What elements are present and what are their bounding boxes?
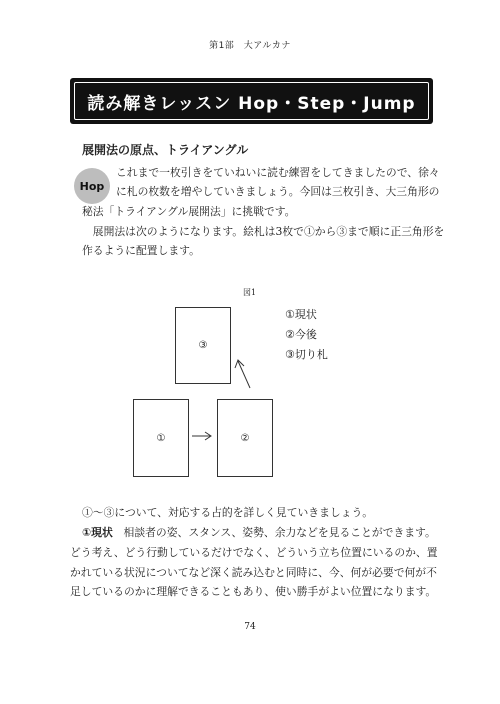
legend-item-2: ②今後 xyxy=(285,328,317,341)
body-line-2 xyxy=(82,526,436,540)
arrow-up-left-icon xyxy=(235,360,250,388)
intro-line-4: 展開法は次のようになります。絵札は3枚で①から③まで順に正三角形を xyxy=(82,225,445,238)
page-number: 74 xyxy=(244,622,256,632)
card-1-label: ① xyxy=(156,432,166,444)
legend-item-1: ①現状 xyxy=(285,308,317,321)
body-line-3: どう考え、どう行動しているだけでなく、どういう立ち位置にいるのか、置 xyxy=(70,546,438,559)
intro-line-3: 秘法「トライアングル展開法」に挑戦です。 xyxy=(82,205,296,218)
body-line-2-text: 相談者の姿、スタンス、姿勢、余力などを見ることができます。 xyxy=(112,526,436,539)
intro-line-5: 作るように配置します。 xyxy=(82,244,200,257)
banner-title: 読み解きレッスン Hop・Step・Jump xyxy=(87,93,416,114)
section-title: 展開法の原点、トライアングル xyxy=(82,143,249,157)
card-2-label: ② xyxy=(240,432,250,444)
legend-item-3: ③切り札 xyxy=(285,348,328,361)
figure-caption: 図1 xyxy=(243,288,257,297)
term-current: ①現状 xyxy=(82,526,113,539)
intro-line-2: に札の枚数を増やしていきましょう。今回は三枚引き、大三角形の xyxy=(116,185,440,198)
running-header: 第1部 大アルカナ xyxy=(209,41,291,51)
body-line-4: かれている状況についてなど深く読み込むと同時に、今、何が必要で何が不 xyxy=(70,566,437,579)
body-line-5: 足しているのかに理解できることもあり、使い勝手がよい位置になります。 xyxy=(70,585,437,598)
intro-line-1: これまで一枚引きをていねいに読む練習をしてきましたので、徐々 xyxy=(116,166,440,179)
card-3-label: ③ xyxy=(198,340,208,351)
hop-badge-label: Hop xyxy=(79,179,105,193)
arrow-right-icon xyxy=(192,432,211,440)
body-line-1: ①〜③について、対応する占的を詳しく見ていきましょう。 xyxy=(82,506,374,519)
